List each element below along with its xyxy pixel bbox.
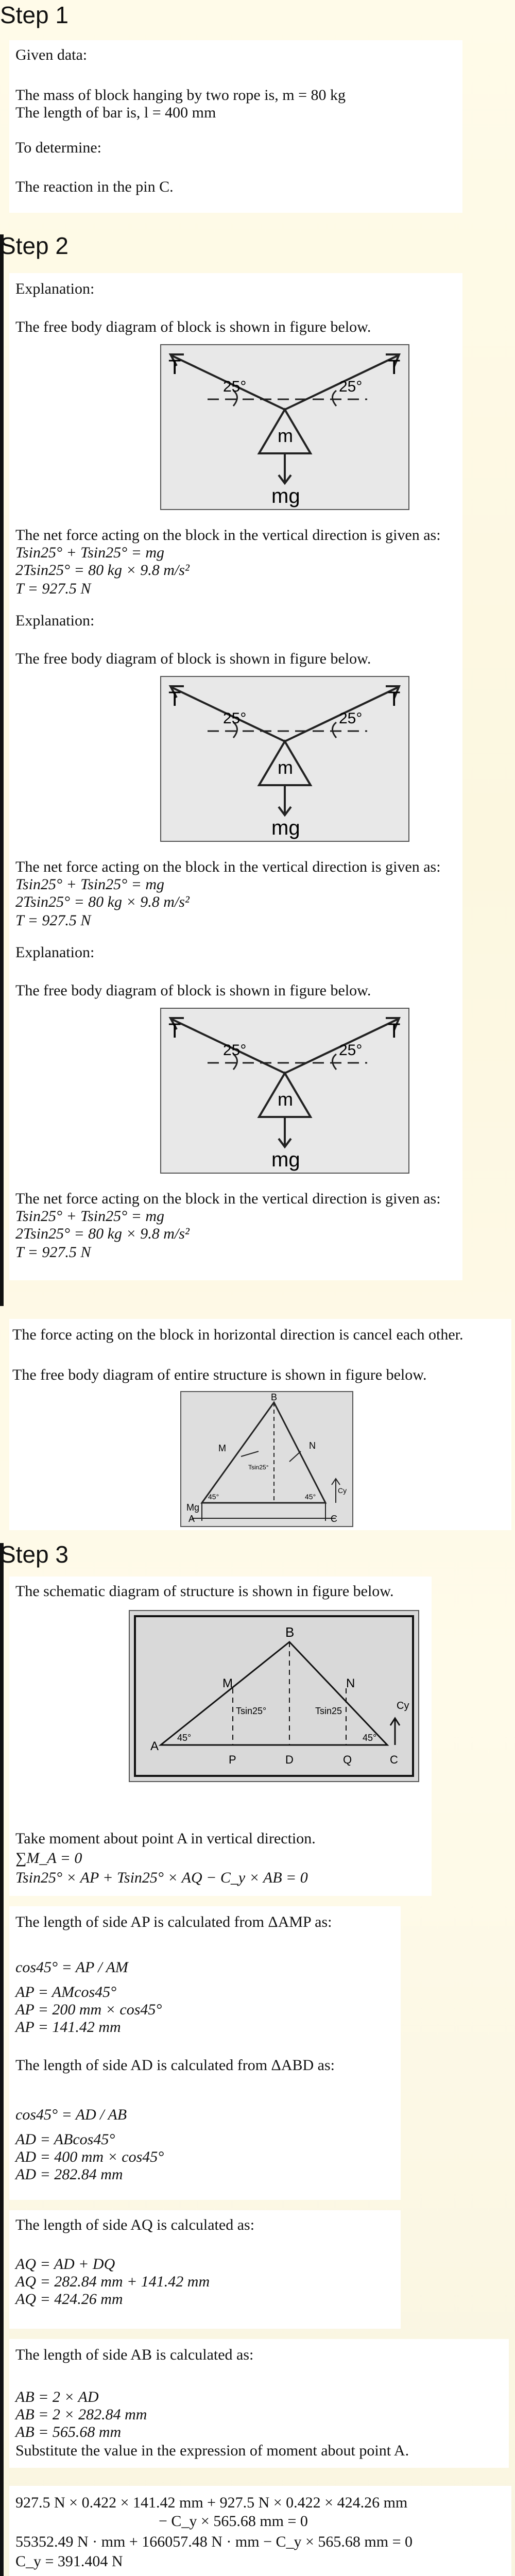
equation-2a: Tsin25° + Tsin25° = mg: [15, 876, 165, 893]
structure-fbd-figure: [180, 1391, 353, 1527]
ad-eq-2: AD = ABcos45°: [15, 2131, 115, 2148]
schem-label-p: P: [229, 1753, 236, 1766]
aq-card: [9, 2210, 401, 2329]
schem-tsin-left: Tsin25°: [236, 1706, 267, 1716]
schem-label-d: D: [285, 1753, 294, 1766]
weight-label: mg: [271, 817, 300, 839]
struct-angle-left: 45°: [208, 1493, 219, 1501]
moment-text: Take moment about point A in vertical direction.: [15, 1830, 316, 1847]
struct-label-c: C: [331, 1514, 337, 1524]
tension-label-left: T: [168, 1020, 181, 1042]
struct-angle-right: 45°: [305, 1493, 316, 1501]
ab-eq-3: AB = 565.68 mm: [15, 2424, 122, 2441]
ab-card: [9, 2339, 509, 2468]
fbd-text-2: The free body diagram of block is shown in figure below.: [15, 650, 371, 667]
ap-eq-4: AP = 141.42 mm: [15, 2019, 121, 2036]
schem-angle-right: 45°: [363, 1733, 377, 1743]
equation-2c: T = 927.5 N: [15, 912, 91, 929]
weight-label: mg: [271, 485, 300, 507]
block-fbd-figure-1: [160, 344, 409, 510]
structure-fbd-card: [9, 1319, 511, 1530]
struct-tsin-label: Tsin25°: [248, 1464, 269, 1471]
mass-text: The mass of block hanging by two rope is, m = 80 kg: [15, 87, 346, 104]
struct-label-mg: Mg: [186, 1502, 200, 1513]
reaction-text: The reaction in the pin C.: [15, 178, 174, 195]
sum-ma-eq: ∑M_A = 0: [15, 1850, 82, 1867]
schem-angle-left: 45°: [177, 1733, 192, 1743]
fbd-text-1: The free body diagram of block is shown in figure below.: [15, 318, 371, 335]
tension-label-right: T: [388, 356, 401, 379]
struct-label-cy: Cy: [338, 1486, 347, 1495]
structure-fbd-text: The free body diagram of entire structure is shown in figure below.: [12, 1366, 427, 1383]
angle-label-right: 25°: [339, 378, 363, 395]
given-label: Given data:: [15, 46, 88, 63]
tension-label-left: T: [168, 356, 181, 379]
final-eq-2: − C_y × 565.68 mm = 0: [159, 2513, 308, 2530]
ab-title: The length of side AB is calculated as:: [15, 2346, 254, 2363]
todetermine-label: To determine:: [15, 139, 102, 156]
equation-1a: Tsin25° + Tsin25° = mg: [15, 544, 165, 561]
ab-eq-1: AB = 2 × AD: [15, 2388, 99, 2405]
angle-label-left: 25°: [223, 1042, 247, 1059]
tension-label-right: T: [388, 1020, 401, 1042]
struct-label-b: B: [271, 1392, 278, 1402]
step-2-heading: Step 2: [0, 232, 68, 259]
angle-label-right: 25°: [339, 710, 363, 727]
equation-2b: 2Tsin25° = 80 kg × 9.8 m/s²: [15, 893, 190, 910]
equation-3a: Tsin25° + Tsin25° = mg: [15, 1208, 165, 1225]
aq-title: The length of side AQ is calculated as:: [15, 2216, 255, 2233]
angle-label-right: 25°: [339, 1042, 363, 1059]
explanation-label-2: Explanation:: [15, 612, 95, 629]
struct-label-m: M: [218, 1443, 226, 1453]
step-3-left-rule: [0, 1543, 4, 2576]
schem-label-cy: Cy: [397, 1700, 409, 1711]
schematic-text: The schematic diagram of structure is shown in figure below.: [15, 1583, 394, 1600]
ap-eq-1: cos45° = AP / AM: [15, 1959, 128, 1976]
net-force-text-3: The net force acting on the block in the vertical direction is given as:: [15, 1190, 441, 1207]
schem-label-m: M: [222, 1676, 233, 1690]
equation-3b: 2Tsin25° = 80 kg × 9.8 m/s²: [15, 1225, 190, 1242]
final-eq-3: 55352.49 N · mm + 166057.48 N · mm − C_y × 565.68 mm = 0: [15, 2533, 413, 2550]
step-2-card: [9, 273, 462, 1280]
explanation-label-1: Explanation:: [15, 280, 95, 297]
mass-label: m: [278, 1089, 293, 1110]
ad-title: The length of side AD is calculated from ΔABD as:: [15, 2057, 335, 2074]
angle-label-left: 25°: [223, 378, 247, 395]
schematic-figure: [129, 1610, 419, 1782]
ad-eq-3: AD = 400 mm × cos45°: [15, 2148, 164, 2165]
mass-label: m: [278, 757, 293, 778]
aq-eq-2: AQ = 282.84 mm + 141.42 mm: [15, 2273, 210, 2290]
step-1-heading: Step 1: [0, 2, 68, 28]
schem-label-b: B: [285, 1624, 295, 1640]
aq-eq-3: AQ = 424.26 mm: [15, 2291, 123, 2308]
step-3-heading: Step 3: [0, 1541, 68, 1568]
substitute-text: Substitute the value in the expression of moment about point A.: [15, 2442, 409, 2459]
tension-label-right: T: [388, 688, 401, 710]
ad-eq-1: cos45° = AD / AB: [15, 2106, 127, 2123]
ap-eq-3: AP = 200 mm × cos45°: [15, 2001, 162, 2018]
horizontal-text: The force acting on the block in horizontal direction is cancel each other.: [12, 1326, 464, 1343]
step-2-left-rule: [0, 234, 4, 1306]
schem-label-a: A: [150, 1739, 159, 1753]
block-fbd-figure-3: [160, 1008, 409, 1174]
schem-label-q: Q: [343, 1753, 352, 1766]
struct-label-n: N: [309, 1440, 316, 1451]
tension-label-left: T: [168, 688, 181, 710]
step-1-card: [9, 40, 462, 213]
length-text: The length of bar is, l = 400 mm: [15, 104, 216, 121]
ap-card: [9, 1906, 401, 2097]
schem-tsin-right: Tsin25: [315, 1706, 342, 1716]
final-eq-1: 927.5 N × 0.422 × 141.42 mm + 927.5 N × 0.422 × 424.26 mm: [15, 2494, 408, 2511]
schem-label-c: C: [390, 1753, 398, 1766]
fbd-text-3: The free body diagram of block is shown in figure below.: [15, 982, 371, 999]
aq-eq-1: AQ = AD + DQ: [15, 2256, 115, 2273]
moment-equation: Tsin25° × AP + Tsin25° × AQ − C_y × AB = 0: [15, 1869, 308, 1886]
net-force-text-2: The net force acting on the block in the vertical direction is given as:: [15, 858, 441, 875]
struct-label-a: A: [188, 1514, 195, 1524]
equation-3c: T = 927.5 N: [15, 1244, 91, 1261]
explanation-label-3: Explanation:: [15, 944, 95, 961]
schem-label-n: N: [346, 1676, 355, 1690]
angle-label-left: 25°: [223, 710, 247, 727]
equation-1c: T = 927.5 N: [15, 580, 91, 597]
final-card: [9, 2486, 511, 2576]
weight-label: mg: [271, 1148, 300, 1171]
ab-eq-2: AB = 2 × 282.84 mm: [15, 2406, 147, 2423]
net-force-text-1: The net force acting on the block in the vertical direction is given as:: [15, 527, 441, 544]
ad-card: [9, 2097, 401, 2200]
mass-label: m: [278, 425, 293, 446]
block-fbd-figure-2: [160, 676, 409, 842]
ap-eq-2: AP = AMcos45°: [15, 1984, 117, 2001]
ad-eq-4: AD = 282.84 mm: [15, 2166, 123, 2183]
ap-title: The length of side AP is calculated from ΔAMP as:: [15, 1913, 332, 1930]
final-eq-4: C_y = 391.404 N: [15, 2553, 123, 2570]
equation-1b: 2Tsin25° = 80 kg × 9.8 m/s²: [15, 562, 190, 579]
schematic-card: [9, 1577, 432, 1896]
